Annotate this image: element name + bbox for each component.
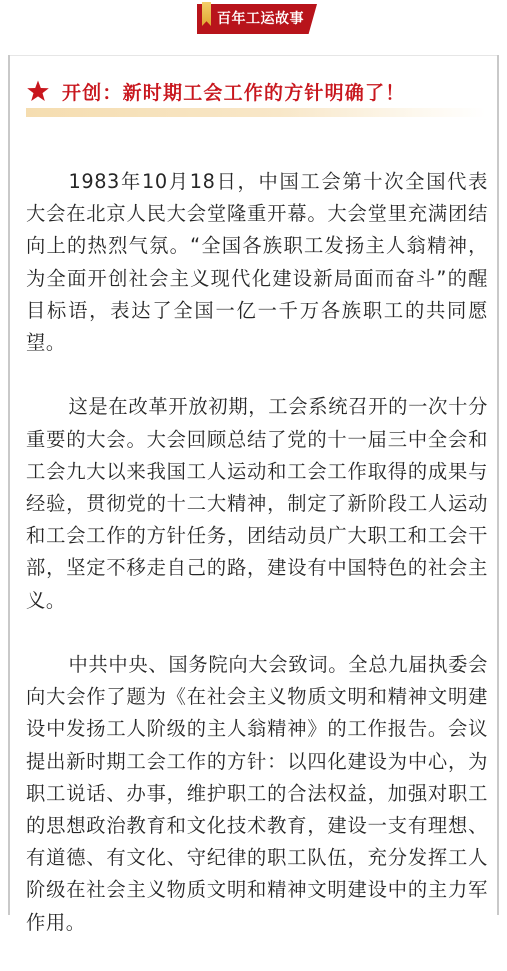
paragraph: 这是在改革开放初期，工会系统召开的一次十分重要的大会。大会回顾总结了党的十一届三中全会和工会九大以来我国工人运动和工会工作取得的成果与经验，贯彻党的十二大精神，制定了新阶段工人运动和工会工作的方针任务，团结动员广大职工和工会干部，坚定不移走自己的路，建设有中国特色的社会主义。	[26, 395, 488, 612]
article-body	[26, 166, 488, 971]
paragraph: 1983年10月18日，中国工会第十次全国代表大会在北京人民大会堂隆重开幕。大会堂里充满团结向上的热烈气氛。“全国各族职工发扬主人翁精神，为全面开创社会主义现代化建设新局面而奋斗”的醒目标语，表达了全国一亿一千万各族职工的共同愿望。	[26, 170, 488, 355]
paragraph: 中共中央、国务院向大会致词。全总九届执委会向大会作了题为《在社会主义物质文明和精神文明建设中发扬工人阶级的主人翁精神》的工作报告。会议提出新时期工会工作的方针：以四化建设为中心，为职工说话、办事，维护职工的合法权益，加强对职工的思想政治教育和文化技术教育，建设一支有理想、有道德、有文化、守纪律的职工队伍，充分发挥工人阶级在社会主义物质文明和精神文明建设中的主力军作用。	[26, 653, 488, 934]
section-heading-text: 开创：新时期工会工作的方针明确了！	[62, 81, 406, 104]
section-heading	[26, 76, 405, 106]
heading-underline	[26, 108, 486, 117]
section-badge	[197, 4, 317, 34]
badge-label: 百年工运故事	[217, 11, 304, 27]
star-icon	[26, 79, 50, 103]
